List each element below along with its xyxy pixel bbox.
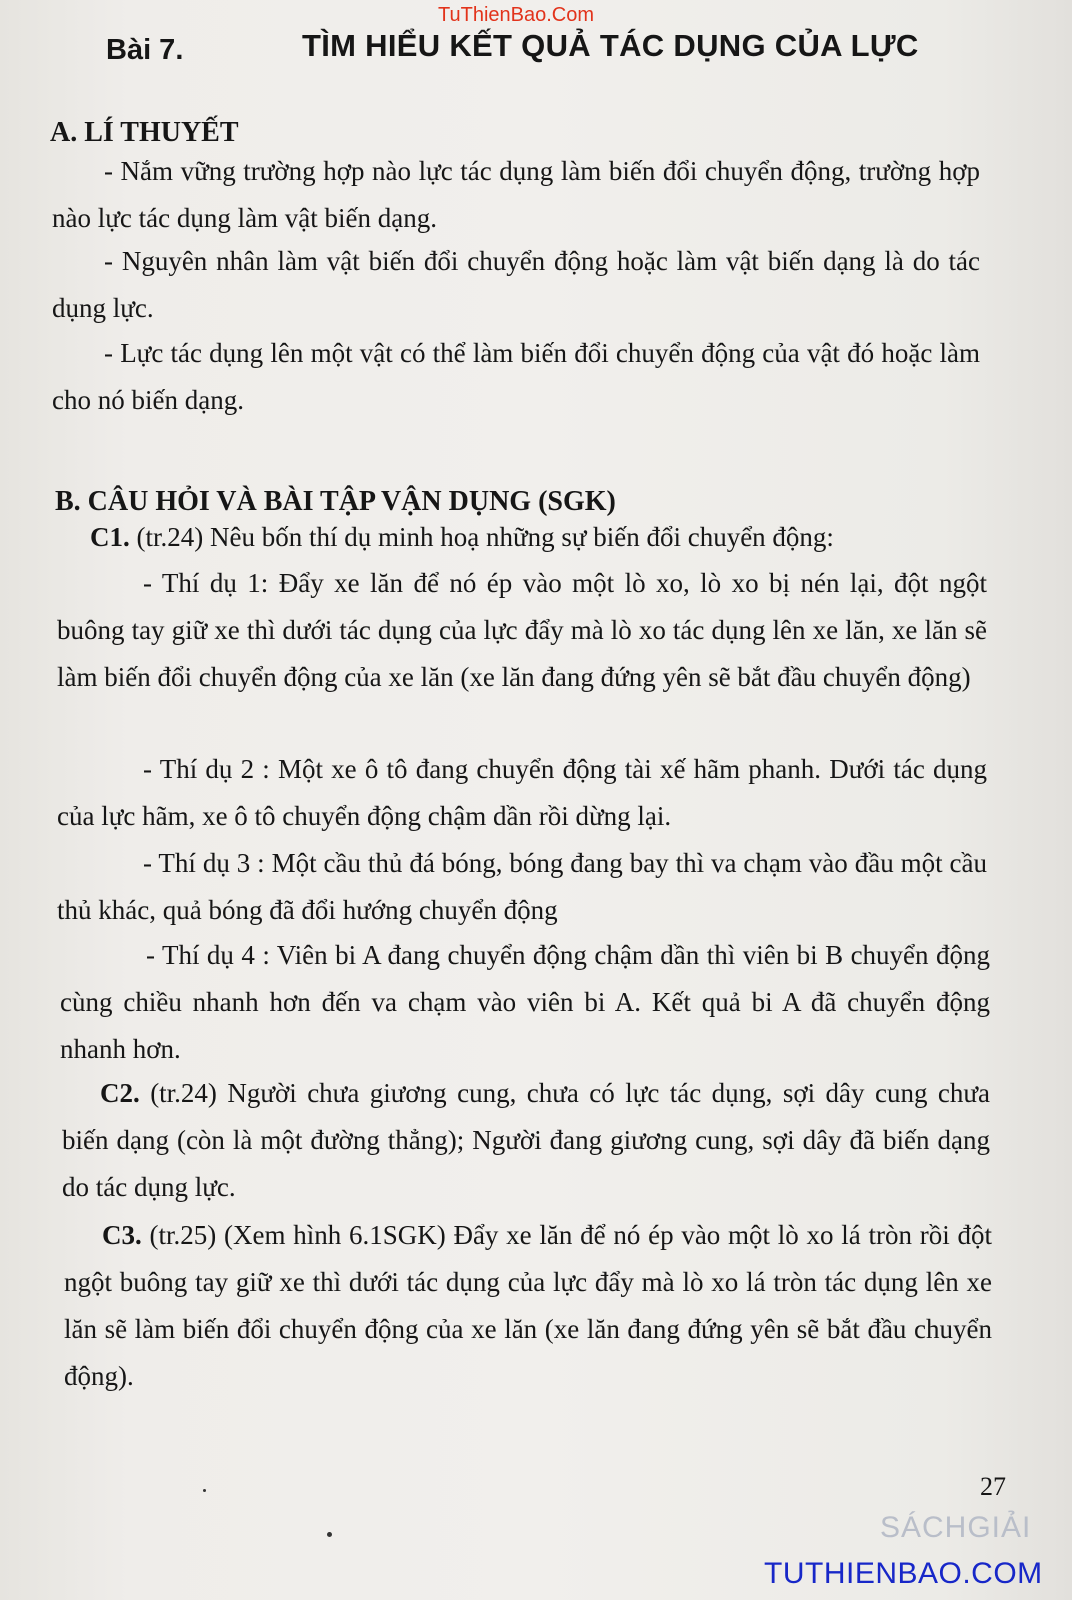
question-c3-text: (tr.25) (Xem hình 6.1SGK) Đẩy xe lăn để nó ép vào một lò xo lá tròn rồi đột ngột buông tay giữ xe thì dưới tác dụng của lực đẩy mà lò xo lá tròn tác dụng lên xe lăn sẽ làm biến đổi chuyển động của xe lăn (xe lăn đang đứng yên sẽ bắt đầu chuyển động). — [64, 1220, 992, 1391]
brand-name: SÁCHGIẢI — [880, 1511, 1032, 1544]
lesson-title: TÌM HIỂU KẾT QUẢ TÁC DỤNG CỦA LỰC — [302, 28, 919, 63]
brand-url: TUTHIENBAO.COM — [764, 1557, 1043, 1590]
question-c2-text: (tr.24) Người chưa giương cung, chưa có lực tác dụng, sợi dây cung chưa biến dạng (còn là một đường thẳng); Người đang giương cung, sợi dây đã biến dạng do tác dụng lực. — [62, 1078, 990, 1202]
section-a-heading: A. LÍ THUYẾT — [50, 117, 239, 148]
theory-item-3: - Lực tác dụng lên một vật có thể làm biến đổi chuyển động của vật đó hoặc làm cho nó biến dạng. — [52, 338, 980, 415]
section-b-heading: B. CÂU HỎI VÀ BÀI TẬP VẬN DỤNG (SGK) — [55, 486, 616, 517]
c1-example-4: - Thí dụ 4 : Viên bi A đang chuyển động chậm dần thì viên bi B chuyển động cùng chiều nhanh hơn đến va chạm vào viên bi A. Kết quả bi A đã chuyển động nhanh hơn. — [60, 940, 990, 1064]
question-c1 — [90, 514, 990, 561]
c1-example-1: - Thí dụ 1: Đẩy xe lăn để nó ép vào một lò xo, lò xo bị nén lại, đột ngột buông tay giữ xe thì dưới tác dụng của lực đẩy mà lò xo tác dụng lên xe lăn, xe lăn sẽ làm biến đổi chuyển động của xe lăn (xe lăn đang đứng yên sẽ bắt đầu chuyển động) — [57, 568, 987, 692]
c1-example-3: - Thí dụ 3 : Một cầu thủ đá bóng, bóng đang bay thì va chạm vào đầu một cầu thủ khác, quả bóng đã đổi hướng chuyển động — [57, 848, 987, 925]
question-c3 — [64, 1212, 992, 1400]
lesson-number: Bài 7. — [106, 34, 184, 66]
c1-example-2: - Thí dụ 2 : Một xe ô tô đang chuyển động tài xế hãm phanh. Dưới tác dụng của lực hãm, xe ô tô chuyển động chậm dần rồi dừng lại. — [57, 754, 987, 831]
question-c1-label: C1. — [90, 522, 130, 552]
print-speck — [203, 1489, 206, 1492]
question-c1-text: (tr.24) Nêu bốn thí dụ minh hoạ những sự biến đổi chuyển động: — [136, 522, 834, 552]
question-c2 — [62, 1070, 990, 1211]
lesson-header — [106, 28, 946, 74]
question-c3-label: C3. — [102, 1220, 142, 1250]
brand-watermark — [760, 1505, 1072, 1600]
theory-item-2: - Nguyên nhân làm vật biến đổi chuyển động hoặc làm vật biến dạng là do tác dụng lực. — [52, 246, 980, 323]
page-number: 27 — [980, 1472, 1006, 1501]
print-speck — [327, 1532, 332, 1537]
question-c2-label: C2. — [100, 1078, 140, 1108]
watermark-top: TuThienBao.Com — [438, 4, 594, 26]
theory-item-1: - Nắm vững trường hợp nào lực tác dụng làm biến đổi chuyển động, trường hợp nào lực tác dụng làm vật biến dạng. — [52, 156, 980, 233]
